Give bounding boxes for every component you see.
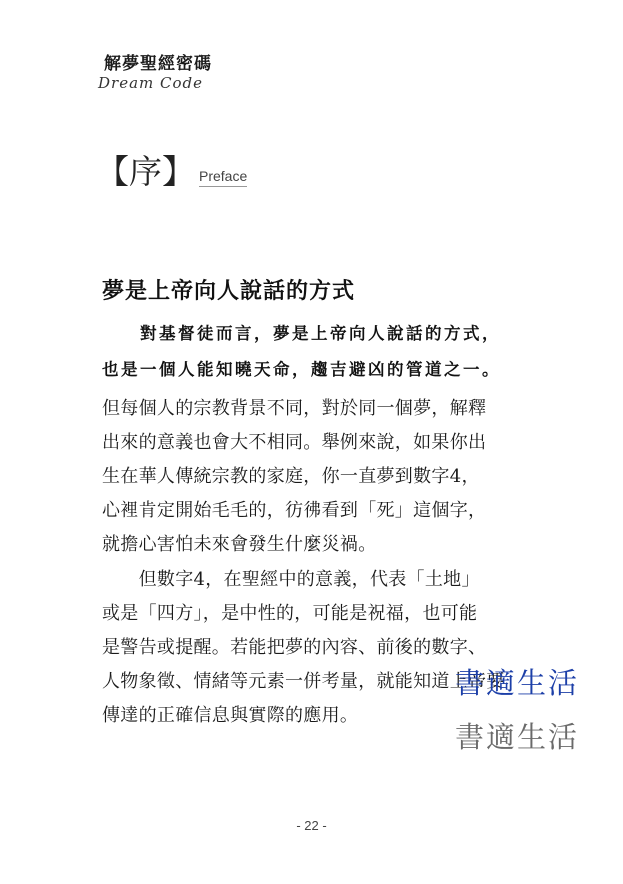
- body-line: 傳達的正確信息與實際的應用。: [102, 705, 359, 726]
- watermark-blue: 書適生活: [455, 666, 580, 700]
- book-subtitle: Dream Code: [98, 74, 203, 92]
- body-line: 但每個人的宗教背景不同，對於同一個夢，解釋: [102, 398, 487, 419]
- watermark-gray: 書適生活: [455, 720, 580, 754]
- body-line: 就擔心害怕未來會發生什麼災禍。: [102, 534, 377, 555]
- body-line: 但數字4，在聖經中的意義，代表「土地」: [102, 569, 480, 590]
- section-heading: [96, 152, 247, 192]
- body-line: 人物象徵、情緒等元素一併考量，就能知道上帝要: [102, 671, 505, 692]
- body-line: 心裡肯定開始毛毛的，彷彿看到「死」這個字，: [102, 500, 487, 521]
- section-title-zh: 【序】: [96, 152, 195, 191]
- book-title: 解夢聖經密碼: [104, 54, 212, 74]
- section-title-en: Preface: [199, 168, 247, 187]
- body-line: 或是「四方」，是中性的，可能是祝福，也可能: [102, 603, 478, 624]
- body-line: 是警告或提醒。若能把夢的內容、前後的數字、: [102, 637, 487, 658]
- body-line: 出來的意義也會大不相同。舉例來說，如果你出: [102, 432, 487, 453]
- body-line: 生在華人傳統宗教的家庭，你一直夢到數字4，: [102, 466, 480, 487]
- chapter-title: 夢是上帝向人說話的方式: [102, 278, 356, 304]
- verse-line: 也是一個人能知曉天命，趨吉避凶的管道之一。: [102, 360, 501, 379]
- page-number: - 22 -: [296, 818, 327, 833]
- verse-line: 對基督徒而言，夢是上帝向人說話的方式，: [140, 324, 501, 343]
